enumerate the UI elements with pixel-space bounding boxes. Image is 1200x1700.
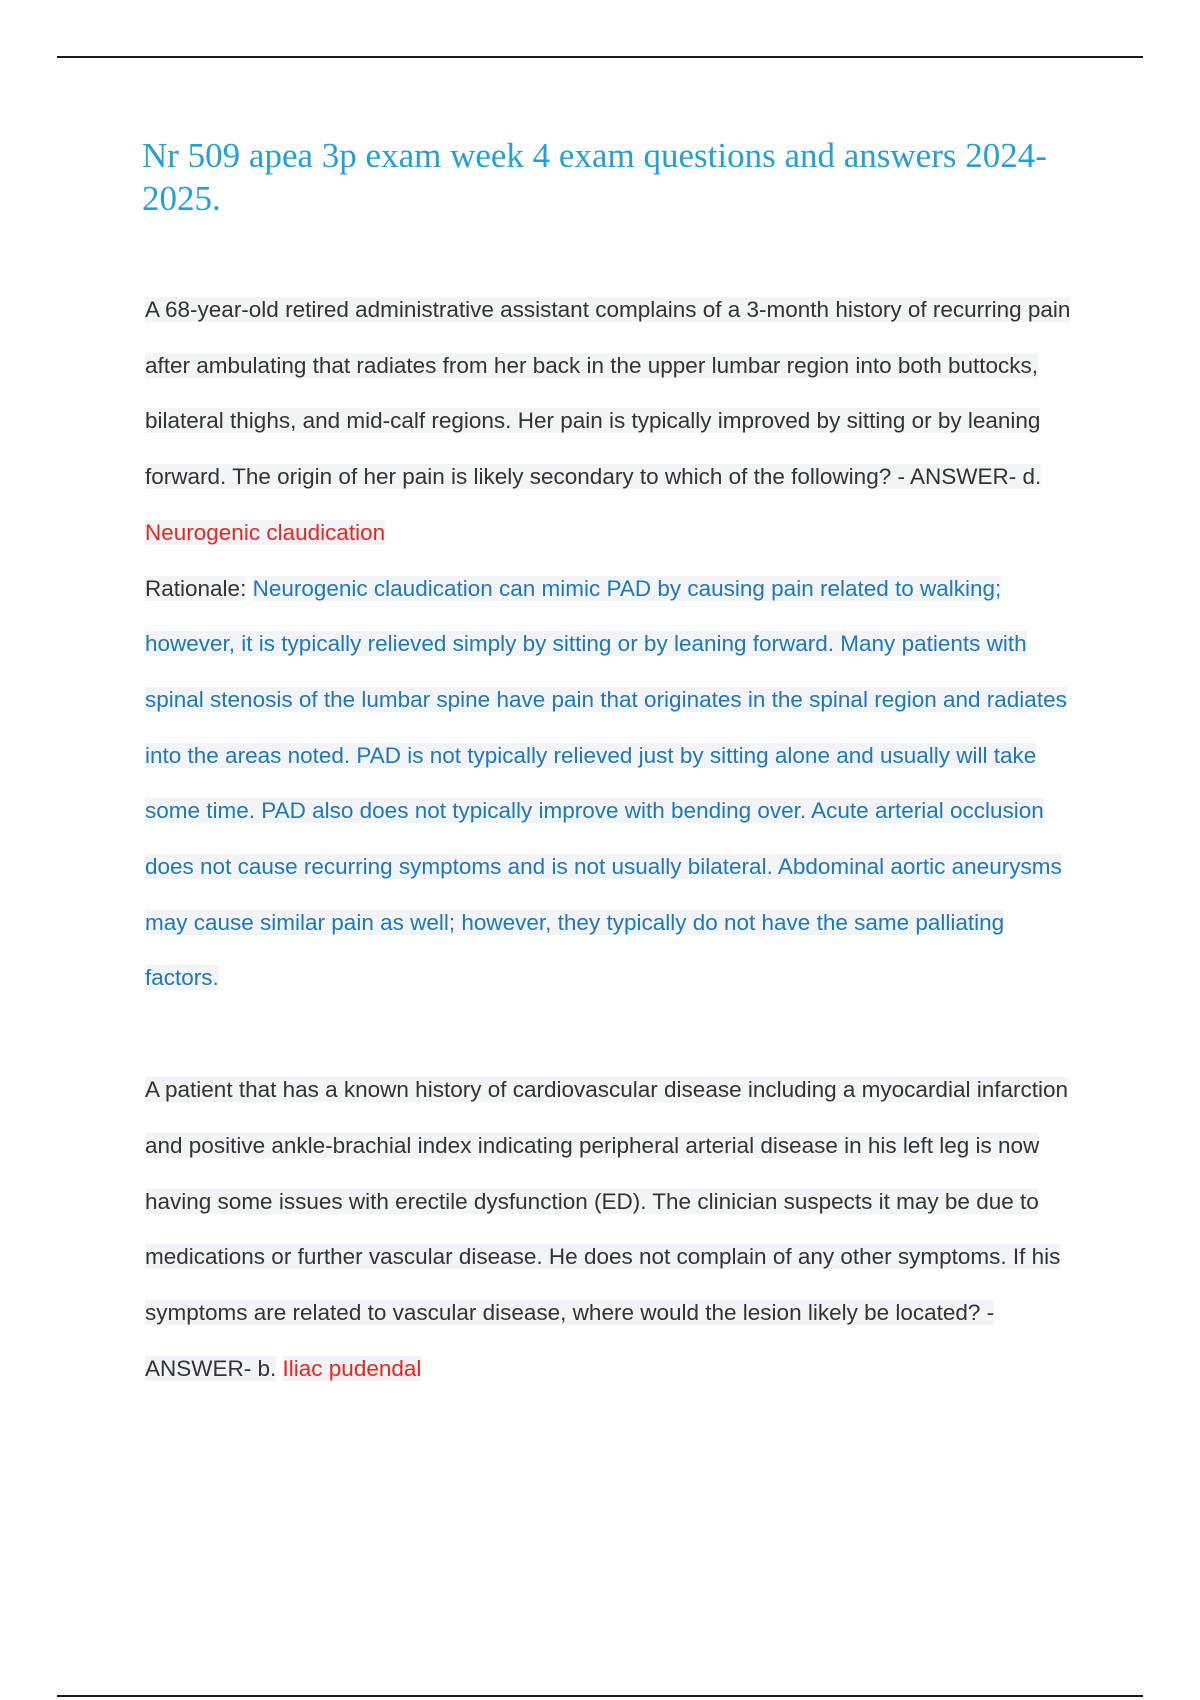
rationale-label: Rationale: — [145, 575, 247, 601]
question-2 — [145, 1062, 1080, 1396]
header-rule — [57, 56, 1143, 58]
question-2-text: A patient that has a known history of cardiovascular disease including a myocardial infarction and positive ankle-brachial index indicating peripheral arterial disease in his left leg is now having some issues with erectile dysfunction (ED). The clinician suspects it may be due to medications or further vascular disease. He does not complain of any other symptoms. If his symptoms are related to vascular disease, where would the lesion likely be located? - ANSWER- b. — [145, 1077, 1069, 1381]
question-1-rationale — [145, 561, 1080, 1007]
rationale-text: Neurogenic claudication can mimic PAD by causing pain related to walking; however, it is typically relieved simply by sitting or by leaning forward. Many patients with spinal stenosis of the lumbar spine have pain that originates in the spinal region and radiates into the areas noted. PAD is not typically relieved just by sitting alone and usually will take some time. PAD also does not typically improve with bending over. Acute arterial occlusion does not cause recurring symptoms and is not usually bilateral. Abdominal aortic aneurysms may cause similar pain as well; however, they typically do not have the same palliating factors. — [145, 575, 1067, 991]
question-1 — [145, 282, 1080, 561]
question-2-answer: Iliac pudendal — [282, 1355, 422, 1381]
document-body — [145, 282, 1080, 1396]
document-title: Nr 509 apea 3p exam week 4 exam questions and answers 2024-2025. — [142, 136, 1047, 218]
paragraph-spacer — [145, 1006, 1080, 1062]
footer-rule — [57, 1695, 1143, 1697]
question-1-answer: Neurogenic claudication — [145, 519, 386, 545]
question-1-text: A 68-year-old retired administrative assistant complains of a 3-month history of recurring pain after ambulating that radiates from her back in the upper lumbar region into both buttocks, bilateral thighs, and mid-calf regions. Her pain is typically improved by sitting or by leaning forward. The origin of her pain is likely secondary to which of the following? - ANSWER- d. — [145, 297, 1071, 490]
